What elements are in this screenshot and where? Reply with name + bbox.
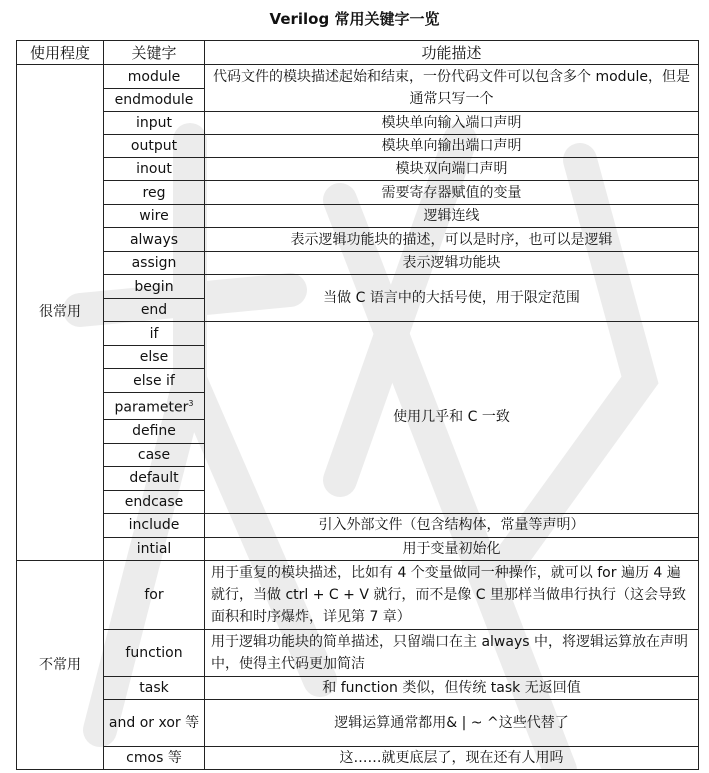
description-cell: 引入外部文件（包含结构体，常量等声明） [205, 513, 699, 537]
description-cell: 这……就更底层了，现在还有人用吗 [205, 746, 699, 769]
keyword-cell: always [104, 228, 205, 252]
group-common: 很常用 [17, 65, 104, 561]
description-cell: 当做 C 语言中的大括号使，用于限定范围 [205, 275, 699, 322]
header-keyword: 关键字 [104, 41, 205, 65]
keyword-cell: default [104, 466, 205, 490]
header-usage: 使用程度 [17, 41, 104, 65]
description-cell: 需要寄存器赋值的变量 [205, 181, 699, 205]
keyword-cell: module [104, 65, 205, 89]
description-cell: 模块单向输入端口声明 [205, 112, 699, 135]
footnote-marker: 3 [188, 399, 194, 408]
keyword-text: parameter [114, 399, 189, 416]
keyword-cell: endcase [104, 490, 205, 513]
keyword-cell: else if [104, 369, 205, 393]
keyword-cell: and or xor 等 [104, 699, 205, 746]
keyword-cell: cmos 等 [104, 746, 205, 769]
keyword-cell: if [104, 322, 205, 346]
description-cell: 逻辑运算通常都用& | ~ ^这些代替了 [205, 699, 699, 746]
group-uncommon: 不常用 [17, 560, 104, 769]
keyword-cell: for [104, 560, 205, 629]
description-cell: 表示逻辑功能块 [205, 252, 699, 275]
description-cell: 和 function 类似，但传统 task 无返回值 [205, 676, 699, 699]
keyword-cell: include [104, 513, 205, 537]
keyword-cell: function [104, 629, 205, 676]
keyword-cell: inout [104, 158, 205, 181]
header-description: 功能描述 [205, 41, 699, 65]
keyword-cell: wire [104, 205, 205, 228]
keyword-cell: reg [104, 181, 205, 205]
keyword-cell: task [104, 676, 205, 699]
keyword-cell: intial [104, 537, 205, 560]
keyword-cell: end [104, 299, 205, 322]
description-cell: 使用几乎和 C 一致 [205, 322, 699, 514]
description-cell: 模块双向端口声明 [205, 158, 699, 181]
keyword-table [16, 40, 699, 770]
description-cell: 用于逻辑功能块的简单描述，只留端口在主 always 中，将逻辑运算放在声明中，使得主代码更加简洁 [205, 629, 699, 676]
keyword-cell: case [104, 443, 205, 466]
keyword-cell [104, 393, 205, 420]
description-cell: 逻辑连线 [205, 205, 699, 228]
keyword-cell: endmodule [104, 89, 205, 112]
keyword-cell: else [104, 346, 205, 369]
keyword-cell: assign [104, 252, 205, 275]
description-cell: 用于变量初始化 [205, 537, 699, 560]
description-cell: 模块单向输出端口声明 [205, 135, 699, 158]
description-cell: 用于重复的模块描述，比如有 4 个变量做同一种操作，就可以 for 遍历 4 遍就行，当做 ctrl + C + V 就行，而不是像 C 里那样当做串行执行（这会导致面积和时序爆炸，详见第 7 章） [205, 560, 699, 629]
keyword-cell: output [104, 135, 205, 158]
page-title: Verilog 常用关键字一览 [269, 10, 440, 28]
description-cell: 表示逻辑功能块的描述，可以是时序，也可以是逻辑 [205, 228, 699, 252]
keyword-cell: input [104, 112, 205, 135]
description-cell: 代码文件的模块描述起始和结束，一份代码文件可以包含多个 module，但是通常只写一个 [205, 65, 699, 112]
keyword-cell: define [104, 419, 205, 443]
keyword-cell: begin [104, 275, 205, 299]
